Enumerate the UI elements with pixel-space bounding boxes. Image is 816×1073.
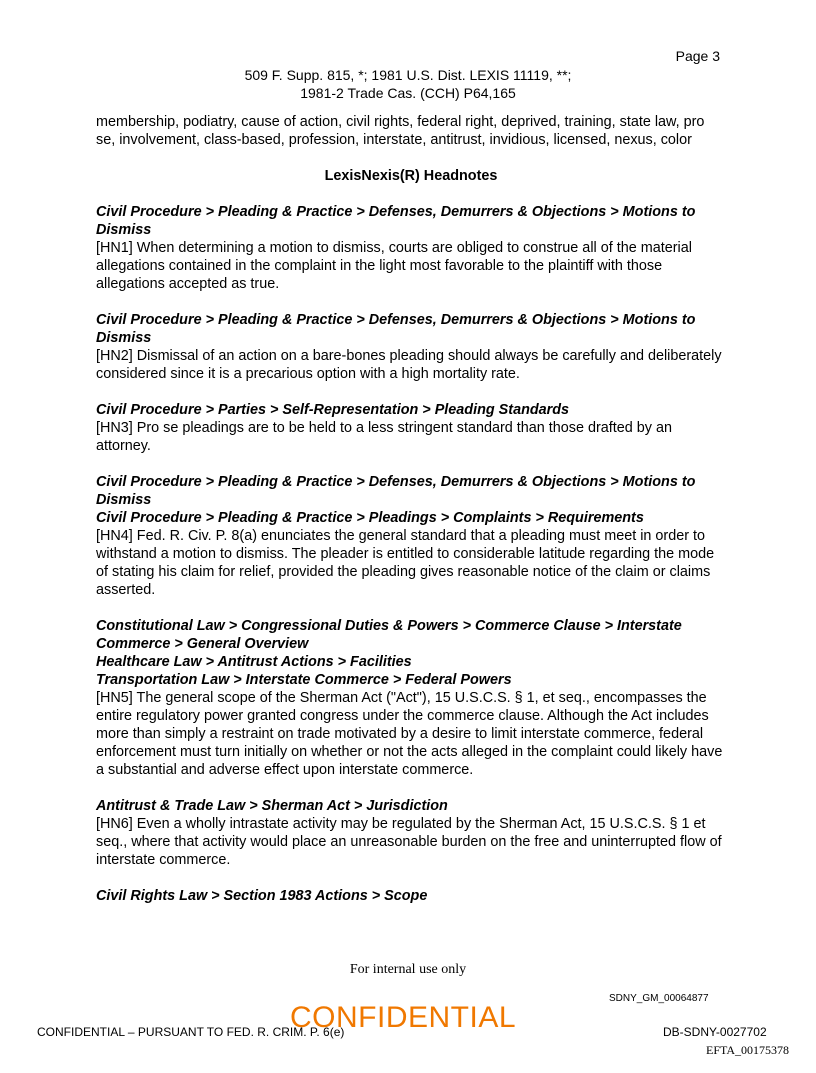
headnote-text: [HN4] Fed. R. Civ. P. 8(a) enunciates the general standard that a pleading must meet in order to withstand a motion to dismiss. The pleader is entitled to considerable latitude regarding the mode of stating his claim for relief, provided the pleading gives reasonable notice of the claim or claims asserted. [96, 528, 715, 598]
headnote-topic[interactable]: Civil Procedure > Pleading & Practice > Pleadings > Complaints > Requirements [96, 510, 644, 526]
headnote-2 [96, 311, 726, 383]
headnote-topic[interactable]: Civil Procedure > Pleading & Practice > Defenses, Demurrers & Objections > Motions to Dismiss [96, 474, 696, 508]
headnote-topic[interactable]: Healthcare Law > Antitrust Actions > Facilities [96, 654, 412, 670]
headnote-text: [HN2] Dismissal of an action on a bare-bones pleading should always be carefully and deliberately considered since it is a precarious option with a high mortality rate. [96, 348, 722, 382]
headnote-topic[interactable]: Transportation Law > Interstate Commerce > Federal Powers [96, 672, 512, 688]
confidential-stamp: CONFIDENTIAL [290, 1001, 517, 1034]
headnote-text: [HN5] The general scope of the Sherman Act ("Act"), 15 U.S.C.S. § 1, et seq., encompasses the entire regulatory power granted congress under the commerce clause. Although the Act includes more than simply a restraint on trade motivated by a desire to limit interstate commerce, federal enforcement must turn initially on whether or not the acts alleged in the complaint could likely have a substantial and adverse effect upon interstate commerce. [96, 690, 723, 778]
headnotes-title: LexisNexis(R) Headnotes [324, 168, 498, 184]
headnote-3 [96, 401, 726, 455]
headnote-1 [96, 203, 726, 293]
efta-number: EFTA_00175378 [706, 1043, 790, 1057]
citation-line-2: 1981-2 Trade Cas. (CCH) P64,165 [300, 85, 516, 101]
headnote-topic[interactable]: Civil Procedure > Parties > Self-Representation > Pleading Standards [96, 402, 570, 418]
headnote-topic[interactable]: Civil Procedure > Pleading & Practice > Defenses, Demurrers & Objections > Motions to Dismiss [96, 312, 696, 346]
document-body [96, 113, 726, 923]
internal-use-notice: For internal use only [349, 962, 467, 977]
confidential-notice: CONFIDENTIAL – PURSUANT TO FED. R. CRIM. P. 6(e) [37, 1025, 345, 1039]
bates-number-db-sdny: DB-SDNY-0027702 [663, 1025, 767, 1039]
headnote-topic[interactable]: Civil Rights Law > Section 1983 Actions > Scope [96, 888, 428, 904]
case-citation [96, 66, 720, 102]
bates-number-sdny-gm: SDNY_GM_00064877 [609, 993, 709, 1004]
page-number: Page 3 [675, 48, 720, 64]
headnote-topic[interactable]: Civil Procedure > Pleading & Practice > Defenses, Demurrers & Objections > Motions to Dismiss [96, 204, 696, 238]
headnote-6 [96, 797, 726, 869]
core-terms: membership, podiatry, cause of action, civil rights, federal right, deprived, training, state law, pro se, involvement, class-based, profession, interstate, antitrust, invidious, licensed, nexus, color [96, 114, 705, 148]
headnote-topic[interactable]: Constitutional Law > Congressional Duties & Powers > Commerce Clause > Interstate Commerce > General Overview [96, 618, 682, 652]
citation-line-1: 509 F. Supp. 815, *; 1981 U.S. Dist. LEXIS 11119, **; [244, 67, 572, 83]
headnote-text: [HN6] Even a wholly intrastate activity may be regulated by the Sherman Act, 15 U.S.C.S. § 1 et seq., where that activity would place an unreasonable burden on the free and uninterrupted flow of interstate commerce. [96, 816, 722, 868]
headnote-text: [HN3] Pro se pleadings are to be held to a less stringent standard than those drafted by an attorney. [96, 420, 672, 454]
headnote-text: [HN1] When determining a motion to dismiss, courts are obliged to construe all of the material allegations contained in the complaint in the light most favorable to the plaintiff with those allegations accepted as true. [96, 240, 692, 292]
headnote-4 [96, 473, 726, 599]
headnote-7 [96, 887, 726, 905]
headnote-topic[interactable]: Antitrust & Trade Law > Sherman Act > Jurisdiction [96, 798, 448, 814]
headnote-5 [96, 617, 726, 779]
